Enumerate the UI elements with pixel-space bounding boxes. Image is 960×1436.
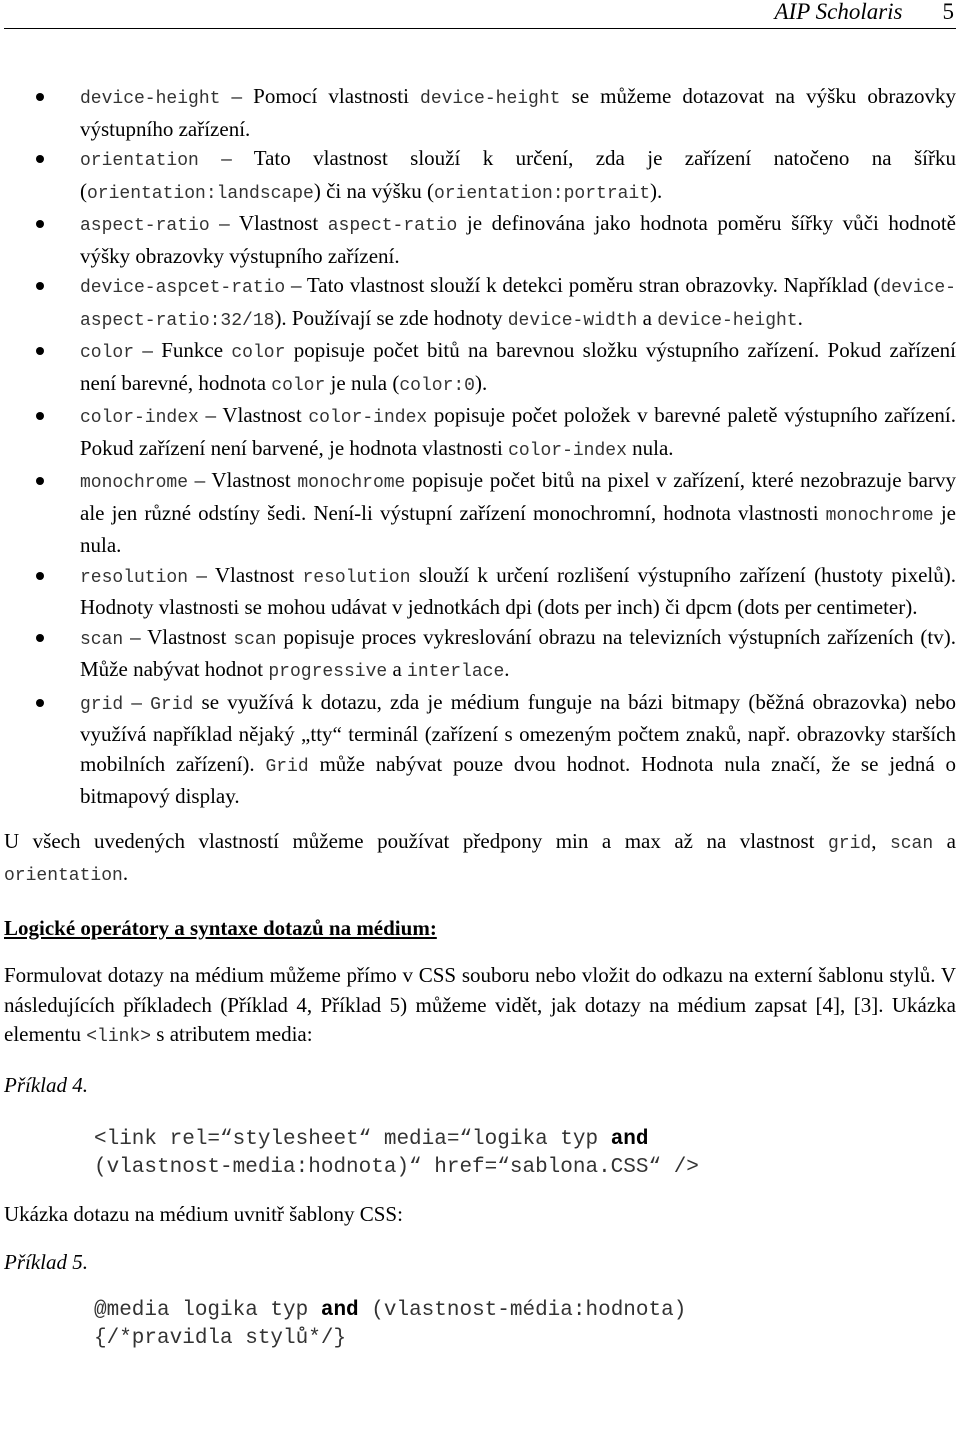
section-heading: Logické operátory a syntaxe dotazů na médium: — [4, 915, 437, 940]
code-term: interlace — [407, 662, 505, 682]
text-run: ). — [650, 178, 663, 203]
code-term: color:0 — [399, 375, 475, 396]
text-run: , — [871, 828, 890, 853]
property-item — [0, 271, 960, 336]
text-run: je nula ( — [325, 370, 400, 395]
code-term: device-width — [507, 310, 638, 331]
text-run: – Tato vlastnost slouží k určení, zda je zařízení natočeno na šířku ( — [80, 146, 956, 203]
property-term: resolution — [80, 567, 189, 588]
property-item — [0, 144, 960, 209]
text-run: – Vlastnost — [198, 403, 309, 427]
property-term: orientation — [80, 151, 199, 171]
text-run: a — [637, 305, 658, 330]
text-run: s atributem media: — [151, 1022, 313, 1046]
text-run: ). Používají se zde hodnoty — [274, 305, 508, 330]
text-run: – Vlastnost — [209, 211, 328, 235]
text-run: je nula. — [80, 500, 956, 557]
example-5-code — [0, 1297, 960, 1353]
code-text: @media logika typ — [94, 1299, 321, 1322]
bullet-icon — [36, 572, 44, 580]
code-term: color-index — [308, 408, 428, 428]
code-term: Grid — [265, 756, 309, 777]
bullet-icon — [36, 412, 44, 420]
code-term: monochrome — [825, 505, 934, 526]
code-term: grid — [827, 833, 872, 854]
code-text: (vlastnost-média:hodnota) — [358, 1299, 687, 1322]
property-list — [0, 82, 960, 812]
text-run: – Vlastnost — [188, 562, 303, 587]
text-run: popisuje počet položek v barevné paletě výstupního zařízení. Pokud zařízení není barvené, je hodnota vlastnosti — [80, 403, 956, 460]
property-item — [0, 623, 960, 688]
example-5-label: Příklad 5. — [4, 1249, 88, 1274]
running-title: AIP Scholaris — [774, 0, 903, 24]
text-run: – Tato vlastnost slouží k detekci poměru stran obrazovky. Například ( — [285, 273, 881, 297]
css-intro: Ukázka dotazu na médium uvnitř šablony CSS: — [4, 1202, 403, 1226]
text-run: . — [504, 657, 510, 681]
code-term: orientation:portrait — [433, 183, 651, 204]
bullet-icon — [36, 634, 44, 642]
text-run: ) či na výšku ( — [313, 178, 434, 203]
code-term: orientation — [4, 866, 123, 886]
code-term: color-index — [508, 440, 627, 461]
property-term: scan — [80, 629, 124, 650]
code-term: device-height — [657, 310, 798, 331]
property-item — [0, 82, 960, 144]
code-term: color — [271, 375, 326, 396]
code-term: device-aspect-ratio:32/18 — [80, 278, 956, 331]
page-body — [0, 82, 960, 1353]
property-term: grid — [80, 694, 124, 715]
page-header — [775, 0, 954, 28]
bullet-icon — [36, 699, 44, 707]
text-run: slouží k určení rozlišení výstupního zařízení (hustoty pixelů). Hodnoty vlastnosti se mohou udávat v jednotkách dpi (dots per inch) či dpcm (dots per centimeter). — [80, 562, 956, 619]
text-run: a — [387, 657, 408, 681]
text-run: . — [797, 305, 803, 330]
page-number: 5 — [942, 0, 954, 24]
text-run: U všech uvedených vlastností můžeme používat předpony min a max až na vlastnost — [4, 828, 828, 853]
bullet-icon — [36, 155, 44, 163]
code-term: resolution — [302, 567, 411, 588]
code-term: Grid — [150, 694, 194, 715]
text-run: nula. — [626, 435, 674, 460]
code-keyword: and — [610, 1128, 649, 1151]
text-run: a — [933, 828, 956, 853]
property-term: monochrome — [80, 473, 189, 493]
text-run: – — [123, 689, 151, 714]
property-item — [0, 336, 960, 401]
bullet-icon — [36, 93, 44, 101]
text-run: popisuje proces vykreslování obrazu na televizních výstupních zařízeních (tv). Může nabývat hodnot — [80, 624, 956, 681]
summary-paragraph — [0, 827, 960, 892]
code-text: {/*pravidla stylů*/} — [94, 1327, 347, 1350]
code-term: scan — [889, 833, 934, 854]
code-term: color — [231, 343, 286, 363]
code-keyword: and — [320, 1299, 359, 1322]
text-run: se využívá k dotazu, zda je médium funguje na bázi bitmapy (běžná obrazovka) nebo využívá například nějaký „tty“ terminál (zařízení s omezeným počtem znaků, např. obrazovky starších mobilních zařízení). — [80, 689, 956, 776]
code-text: <link rel=“stylesheet“ media=“logika typ — [94, 1128, 611, 1151]
text-run: – Vlastnost — [188, 468, 298, 492]
property-item — [0, 401, 960, 466]
code-term: device-height — [420, 89, 561, 109]
property-term: color-index — [80, 408, 199, 428]
property-term: device-aspcet-ratio — [80, 278, 286, 298]
bullet-icon — [36, 347, 44, 355]
text-run: může nabývat pouze dvou hodnot. Hodnota nula značí, že se jedná o bitmapový display. — [80, 751, 956, 808]
property-item — [0, 466, 960, 561]
code-term: aspect-ratio — [327, 216, 458, 236]
bullet-icon — [36, 220, 44, 228]
property-term: color — [80, 343, 135, 363]
property-item — [0, 209, 960, 271]
text-run: Formulovat dotazy na médium můžeme přímo v CSS souboru nebo vložit do odkazu na externí šablonu stylů. V následujících příkladech (Příklad 4, Příklad 5) můžeme vidět, jak dotazy na médium zapsat [4], [3]. Ukázka elementu — [4, 963, 956, 1046]
bullet-icon — [36, 282, 44, 290]
property-item — [0, 688, 960, 812]
text-run: je definována jako hodnota poměru šířky vůči hodnotě výšky obrazovky výstupního zařízení. — [80, 211, 956, 268]
code-text: (vlastnost-media:hodnota)“ href=“sablona.CSS“ /> — [94, 1156, 699, 1179]
code-term: scan — [233, 629, 277, 650]
property-term: aspect-ratio — [80, 216, 210, 236]
code-term: monochrome — [297, 473, 406, 493]
code-term: progressive — [268, 662, 388, 682]
text-run: popisuje počet bitů na pixel v zařízení, které nezobrazuje barvy ale jen různé odstíny šedi. Není-li výstupní zařízení monochromní, hodnota vlastnosti — [80, 468, 956, 525]
text-run: – Pomocí vlastnosti — [220, 84, 421, 108]
header-rule — [4, 28, 956, 29]
property-term: device-height — [80, 89, 221, 109]
example-4-label: Příklad 4. — [4, 1072, 88, 1097]
property-item — [0, 561, 960, 623]
bullet-icon — [36, 477, 44, 485]
text-run: ). — [474, 370, 488, 395]
text-run: . — [122, 861, 129, 885]
code-term: <link> — [86, 1027, 152, 1047]
text-run: popisuje počet bitů na barevnou složku výstupního zařízení. Pokud zařízení není barevné, hodnota — [80, 338, 956, 395]
text-run: – Funkce — [134, 338, 232, 362]
code-term: orientation:landscape — [87, 183, 314, 204]
text-run: se můžeme dotazovat na výšku obrazovky výstupního zařízení. — [80, 84, 956, 141]
intro-paragraph — [0, 961, 960, 1053]
text-run: – Vlastnost — [123, 624, 234, 649]
example-4-code — [0, 1126, 960, 1182]
